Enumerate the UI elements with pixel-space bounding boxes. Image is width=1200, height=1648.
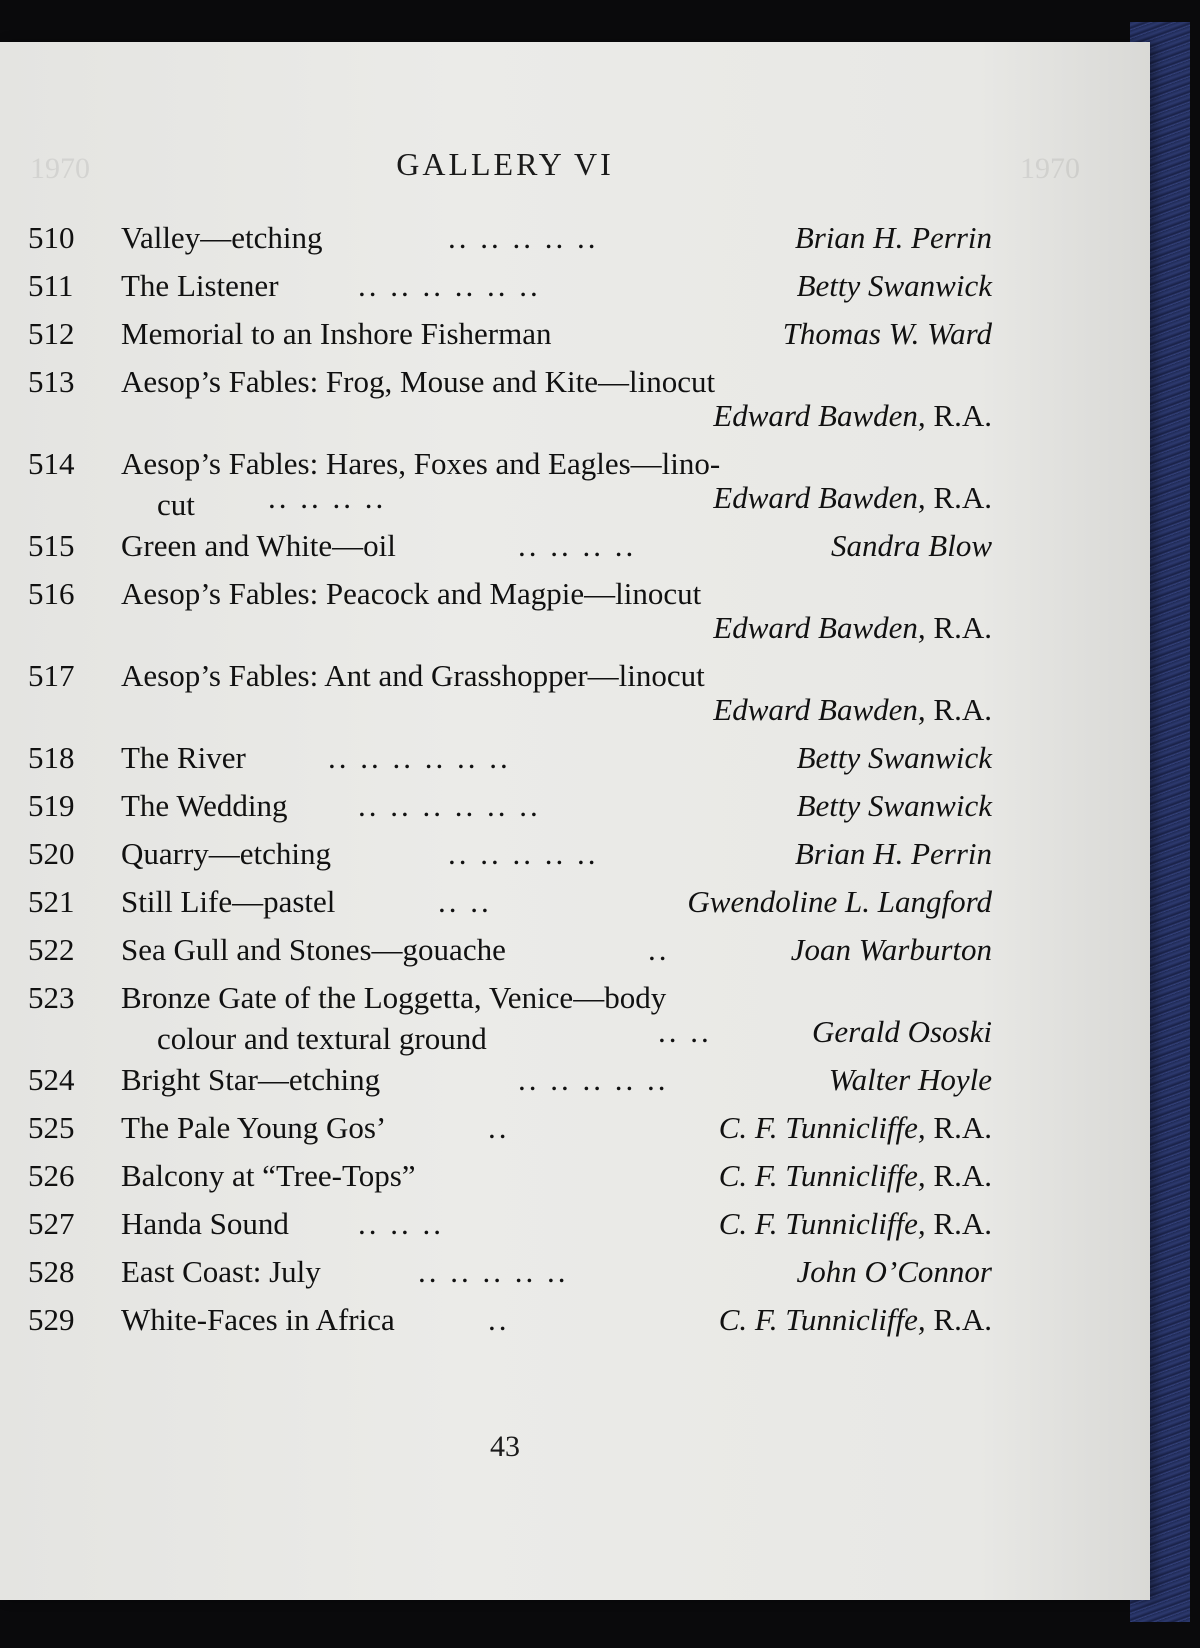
artist-name: Thomas W. Ward — [782, 316, 992, 351]
entry-artist — [791, 926, 992, 974]
gallery-heading: GALLERY VI — [396, 146, 614, 182]
entry-518 — [28, 734, 992, 782]
entry-512 — [28, 310, 992, 358]
entry-number: 524 — [28, 1062, 75, 1097]
artist-name: Betty Swanwick — [796, 740, 992, 775]
leader-dots: .. .. .. .. .. — [518, 1062, 669, 1097]
entry-number: 529 — [28, 1302, 75, 1337]
artist-name: C. F. Tunnicliffe, — [718, 1302, 926, 1337]
entry-artist — [713, 604, 992, 652]
entry-number: 528 — [28, 1254, 75, 1289]
entry-number: 513 — [28, 364, 75, 399]
artist-suffix: R.A. — [933, 610, 992, 645]
leader-dots: .. .. .. .. .. .. — [328, 740, 511, 775]
entry-number: 519 — [28, 788, 75, 823]
entry-number: 516 — [28, 576, 75, 611]
entry-title-line2: cut — [157, 487, 195, 522]
entry-title: Memorial to an Inshore Fisherman — [121, 316, 552, 351]
artist-suffix: R.A. — [933, 1158, 992, 1193]
show-through-text: 1970 — [30, 152, 90, 185]
entry-title: The Pale Young Gos’ — [121, 1110, 387, 1145]
entry-title: Bright Star—etching — [121, 1062, 381, 1097]
artist-name: Edward Bawden, — [713, 398, 926, 433]
entry-510 — [28, 214, 992, 262]
entry-527 — [28, 1200, 992, 1248]
entry-artist — [687, 878, 992, 926]
artist-name: Gwendoline L. Langford — [687, 884, 992, 919]
entry-title — [121, 440, 720, 522]
entry-number: 514 — [28, 446, 75, 481]
artist-name: Joan Warburton — [790, 932, 992, 967]
artist-name: Brian H. Perrin — [794, 220, 992, 255]
entry-title: Still Life—pastel — [121, 884, 336, 919]
entry-title: The Wedding — [121, 788, 288, 823]
entry-number: 521 — [28, 884, 75, 919]
entry-artist — [831, 522, 992, 570]
entry-title: The River — [121, 740, 246, 775]
leader-dots: .. .. — [438, 884, 492, 919]
entry-517 — [28, 652, 992, 734]
entry-525 — [28, 1104, 992, 1152]
leader-dots: .. .. .. .. .. — [448, 220, 599, 255]
leader-dots: .. .. — [658, 1014, 712, 1049]
entry-number: 510 — [28, 220, 75, 255]
artist-suffix: R.A. — [933, 398, 992, 433]
entry-number: 525 — [28, 1110, 75, 1145]
entry-artist — [719, 1104, 992, 1152]
entry-title: Valley—etching — [121, 220, 323, 255]
leader-dots: .. .. .. .. .. .. — [358, 788, 541, 823]
entry-artist — [795, 214, 992, 262]
entry-number: 517 — [28, 658, 75, 693]
entry-521 — [28, 878, 992, 926]
leader-dots: .. — [488, 1302, 510, 1337]
entry-number: 518 — [28, 740, 75, 775]
entry-artist — [797, 734, 992, 782]
entry-519 — [28, 782, 992, 830]
entry-514 — [28, 440, 992, 522]
entry-artist — [812, 1008, 992, 1056]
entry-artist — [797, 262, 992, 310]
entry-title: The Listener — [121, 268, 279, 303]
leader-dots: .. .. .. .. .. .. — [358, 268, 541, 303]
entry-title: Green and White—oil — [121, 528, 396, 563]
entry-526 — [28, 1152, 992, 1200]
entry-artist — [713, 686, 992, 734]
artist-name: Betty Swanwick — [796, 788, 992, 823]
artist-name: Walter Hoyle — [828, 1062, 992, 1097]
leader-dots: .. .. .. — [358, 1206, 444, 1241]
artist-name: Edward Bawden, — [713, 480, 926, 515]
entry-511 — [28, 262, 992, 310]
entry-title: White-Faces in Africa — [121, 1302, 395, 1337]
entry-529 — [28, 1296, 992, 1344]
artist-name: Edward Bawden, — [713, 692, 926, 727]
entry-number: 522 — [28, 932, 75, 967]
artist-name: Brian H. Perrin — [794, 836, 992, 871]
entry-title: Sea Gull and Stones—gouache — [121, 932, 506, 967]
entry-number: 520 — [28, 836, 75, 871]
entry-title: Handa Sound — [121, 1206, 289, 1241]
entry-title: Aesop’s Fables: Peacock and Magpie—linocut — [121, 576, 702, 611]
entry-artist — [719, 1296, 992, 1344]
entry-523 — [28, 974, 992, 1056]
entry-number: 523 — [28, 980, 75, 1015]
page-number: 43 — [490, 1430, 520, 1463]
entry-title: East Coast: July — [121, 1254, 321, 1289]
leader-dots: .. — [488, 1110, 510, 1145]
leader-dots: .. .. .. .. — [268, 480, 387, 515]
entry-number: 527 — [28, 1206, 75, 1241]
entry-artist — [797, 1248, 992, 1296]
entry-artist — [713, 474, 992, 522]
entry-artist — [713, 392, 992, 440]
entry-artist — [795, 830, 992, 878]
entry-title-line1: Bronze Gate of the Loggetta, Venice—body — [121, 980, 667, 1015]
entry-number: 511 — [28, 268, 74, 303]
artist-name: C. F. Tunnicliffe, — [718, 1158, 926, 1193]
entry-artist — [829, 1056, 992, 1104]
entry-artist — [783, 310, 992, 358]
entry-title: Aesop’s Fables: Ant and Grasshopper—linocut — [121, 658, 705, 693]
entry-528 — [28, 1248, 992, 1296]
artist-name: Edward Bawden, — [713, 610, 926, 645]
leader-dots: .. .. .. .. — [518, 528, 637, 563]
entry-title: Balcony at “Tree-Tops” — [121, 1158, 416, 1193]
artist-suffix: R.A. — [933, 692, 992, 727]
entry-515 — [28, 522, 992, 570]
leader-dots: .. .. .. .. .. — [448, 836, 599, 871]
catalogue-entries — [28, 214, 992, 1344]
artist-name: Sandra Blow — [830, 528, 992, 563]
entry-title: Aesop’s Fables: Frog, Mouse and Kite—linocut — [121, 364, 716, 399]
entry-artist — [719, 1200, 992, 1248]
entry-title — [121, 974, 666, 1056]
leader-dots: .. — [648, 932, 670, 967]
artist-suffix: R.A. — [933, 1206, 992, 1241]
artist-name: C. F. Tunnicliffe, — [718, 1110, 926, 1145]
artist-name: Gerald Ososki — [812, 1014, 992, 1049]
artist-suffix: R.A. — [933, 480, 992, 515]
artist-name: Betty Swanwick — [796, 268, 992, 303]
entry-522 — [28, 926, 992, 974]
entry-516 — [28, 570, 992, 652]
artist-suffix: R.A. — [933, 1110, 992, 1145]
entry-artist — [719, 1152, 992, 1200]
entry-title: Quarry—etching — [121, 836, 332, 871]
entry-520 — [28, 830, 992, 878]
leader-dots: .. .. .. .. .. — [418, 1254, 569, 1289]
entry-number: 515 — [28, 528, 75, 563]
entry-title-line2: colour and textural ground — [157, 1021, 487, 1056]
entry-513 — [28, 358, 992, 440]
entry-title-line1: Aesop’s Fables: Hares, Foxes and Eagles—lino- — [121, 446, 721, 481]
artist-name: John O’Connor — [796, 1254, 992, 1289]
entry-number: 512 — [28, 316, 75, 351]
show-through-text: 1970 — [1020, 152, 1080, 185]
book-page — [0, 42, 1150, 1600]
entry-number: 526 — [28, 1158, 75, 1193]
artist-name: C. F. Tunnicliffe, — [718, 1206, 926, 1241]
artist-suffix: R.A. — [933, 1302, 992, 1337]
entry-artist — [797, 782, 992, 830]
entry-524 — [28, 1056, 992, 1104]
